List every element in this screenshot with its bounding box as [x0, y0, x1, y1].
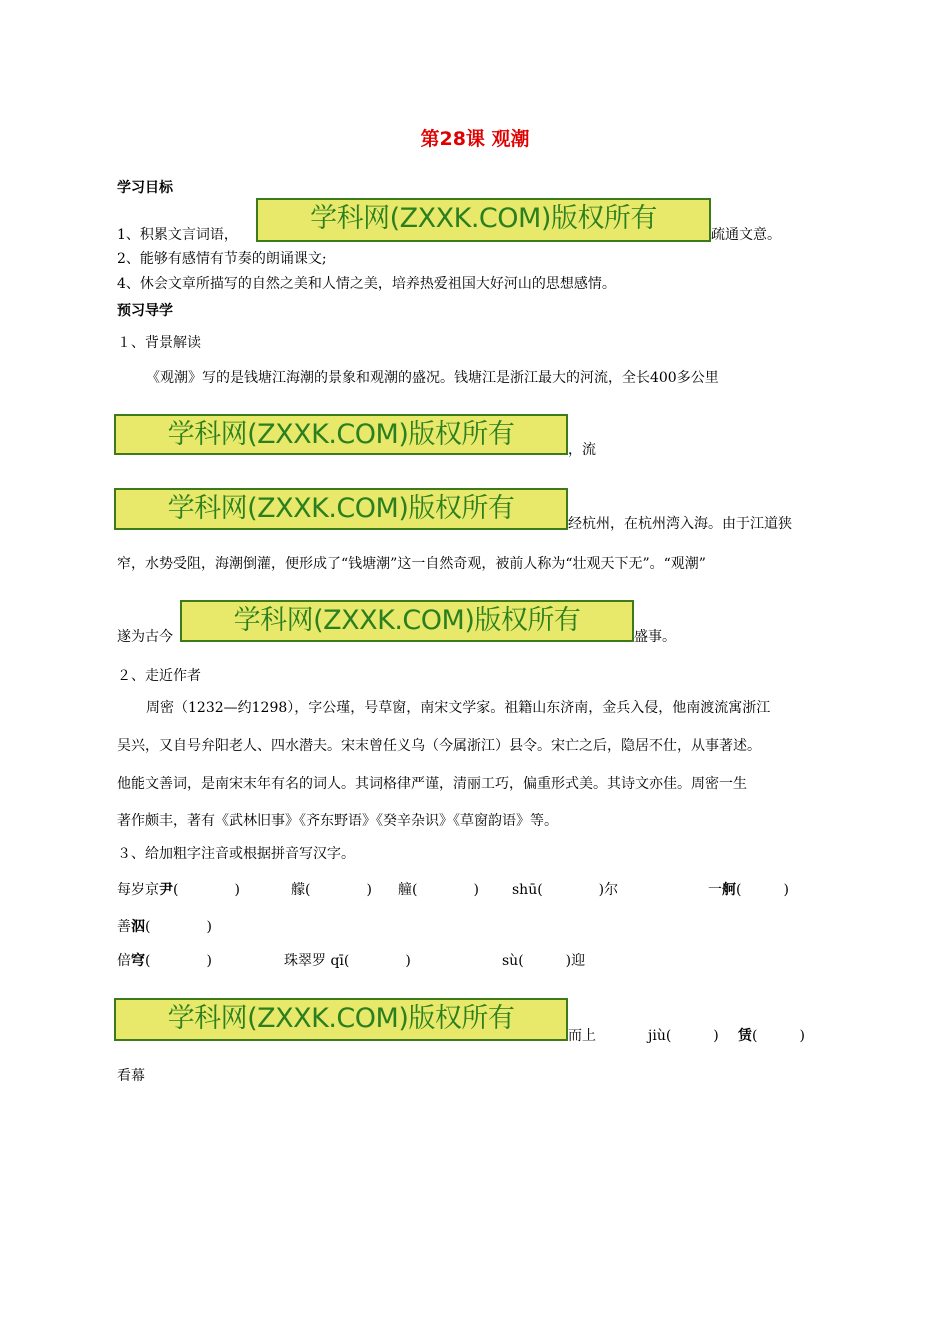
goal-2-text: 2、能够有感情有节奏的朗诵课文; — [117, 251, 327, 267]
background-paragraph-line: ，流 — [568, 442, 596, 458]
watermark-banner: 学科网(ZXXK.COM)版权所有 — [114, 488, 568, 530]
exercise-item: 每岁京尹( ) — [117, 882, 240, 898]
exercise-item: jiù( ) — [648, 1028, 719, 1044]
background-paragraph-line: 遂为古今 — [117, 629, 173, 645]
exercise-item: 看幕 — [117, 1068, 145, 1084]
subsection-background: １、背景解读 — [117, 335, 201, 351]
goal-1-text: 1、积累文言词语， — [117, 227, 238, 243]
subsection-author: ２、走近作者 — [117, 668, 201, 684]
preview-heading: 预习导学 — [117, 303, 173, 319]
exercise-item: 倍穹( ) — [117, 953, 212, 969]
page-title: 第28课 观潮 — [420, 128, 530, 150]
background-paragraph-line: 窄，水势受阻，海潮倒灌，便形成了“钱塘潮”这一自然奇观，被前人称为“壮观天下无”。“观潮” — [117, 556, 706, 572]
author-paragraph-line: 他能文善词，是南宋末年有名的词人。其词格律严谨，清丽工巧，偏重形式美。其诗文亦佳。周密一生 — [117, 776, 747, 792]
exercise-item: 而上 — [568, 1028, 596, 1044]
exercise-item: sù( )迎 — [502, 953, 586, 969]
goal-1-text-end: 疏通文意。 — [711, 227, 781, 243]
exercise-item: 一舸( ) — [708, 882, 789, 898]
goals-heading: 学习目标 — [117, 180, 173, 196]
answer-blank: ( ) — [173, 882, 240, 898]
author-paragraph-line: 著作颇丰，著有《武林旧事》《齐东野语》《癸辛杂识》《草窗韵语》等。 — [117, 813, 558, 829]
answer-blank: ( ) — [145, 953, 212, 969]
exercise-item: 艨( ) — [291, 882, 372, 898]
bold-character: 泅 — [131, 919, 145, 935]
bold-character: 尹 — [159, 882, 173, 898]
exercise-item: shū( )尔 — [512, 882, 619, 898]
subsection-exercise: ３、给加粗字注音或根据拼音写汉字。 — [117, 846, 355, 862]
answer-blank: ( ) — [145, 919, 212, 935]
bold-character: 舸 — [722, 882, 736, 898]
bold-character: 赁 — [738, 1028, 752, 1044]
exercise-item: 珠翠罗 qī( ) — [284, 953, 411, 969]
author-paragraph-line: 吴兴，又自号弁阳老人、四水潜夫。宋末曾任义乌（今属浙江）县令。宋亡之后，隐居不仕，从事著述。 — [117, 738, 761, 754]
answer-blank: ( ) — [752, 1028, 805, 1044]
watermark-banner: 学科网(ZXXK.COM)版权所有 — [114, 998, 568, 1041]
exercise-item — [738, 1027, 805, 1045]
watermark-banner: 学科网(ZXXK.COM)版权所有 — [114, 414, 568, 455]
background-paragraph-line: 经杭州，在杭州湾入海。由于江道狭 — [568, 516, 792, 532]
goal-4-text: 4、休会文章所描写的自然之美和人情之美，培养热爱祖国大好河山的思想感情。 — [117, 276, 616, 292]
watermark-banner: 学科网(ZXXK.COM)版权所有 — [180, 600, 634, 642]
exercise-item: 艟( ) — [398, 882, 479, 898]
watermark-banner: 学科网(ZXXK.COM)版权所有 — [256, 198, 711, 242]
background-paragraph-line: 《观潮》写的是钱塘江海潮的景象和观潮的盛况。钱塘江是浙江最大的河流，全长400多公里 — [146, 370, 719, 386]
answer-blank: ( ) — [736, 882, 789, 898]
exercise-item: 善泅( ) — [117, 919, 212, 935]
author-paragraph-line: 周密（1232—约1298），字公瑾，号草窗，南宋文学家。祖籍山东济南，金兵入侵，他南渡流寓浙江 — [146, 700, 771, 716]
bold-character: 穹 — [131, 953, 145, 969]
background-paragraph-line: 盛事。 — [634, 629, 676, 645]
